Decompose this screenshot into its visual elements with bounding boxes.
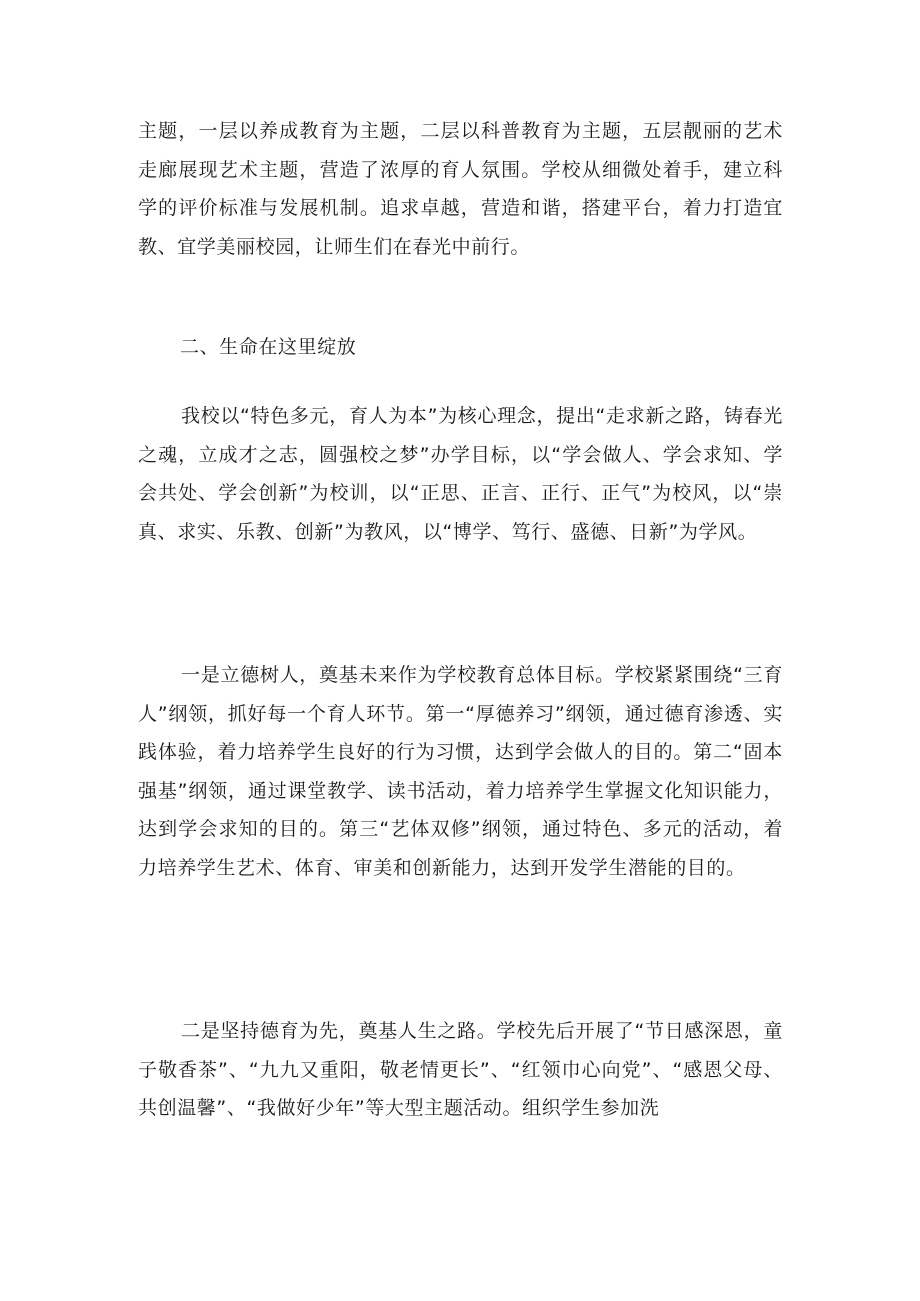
section-heading: 二、生命在这里绽放: [180, 336, 357, 358]
paragraph-moral-education-goal: 一是立德树人，奠基未来作为学校教育总体目标。学校紧紧围绕“三育人”纲领，抓好每一个育人环节。第一“厚德养习”纲领，通过德育渗透、实践体验，着力培养学生良好的行为习惯，达到学会做人的目的。第二“固本强基”纲领，通过课堂教学、读书活动，着力培养学生掌握文化知识能力，达到学会求知的目的。第三“艺体双修”纲领，通过特色、多元的活动，着力培养学生艺术、体育、审美和创新能力，达到开发学生潜能的目的。: [138, 664, 783, 879]
paragraph-school-philosophy: 我校以“特色多元，育人为本”为核心理念，提出“走求新之路，铸春光之魂，立成才之志，圆强校之梦”办学目标，以“学会做人、学会求知、学会共处、学会创新”为校训，以“正思、正言、正行、正气”为校风，以“崇真、求实、乐教、创新”为教风，以“博学、笃行、盛德、日新”为学风。: [138, 405, 783, 543]
paragraph-continuation: 主题，一层以养成教育为主题，二层以科普教育为主题，五层靓丽的艺术走廊展现艺术主题，营造了浓厚的育人氛围。学校从细微处着手，建立科学的评价标准与发展机制。追求卓越，营造和谐，搭建平台，着力打造宜教、宜学美丽校园，让师生们在春光中前行。: [138, 120, 783, 258]
paragraph-moral-education-activities: 二是坚持德育为先，奠基人生之路。学校先后开展了“节日感深恩，童子敬香茶”、“九九又重阳，敬老情更长”、“红领巾心向党”、“感恩父母、共创温馨”、“我做好少年”等大型主题活动。组织学生参加洗: [138, 1020, 783, 1119]
